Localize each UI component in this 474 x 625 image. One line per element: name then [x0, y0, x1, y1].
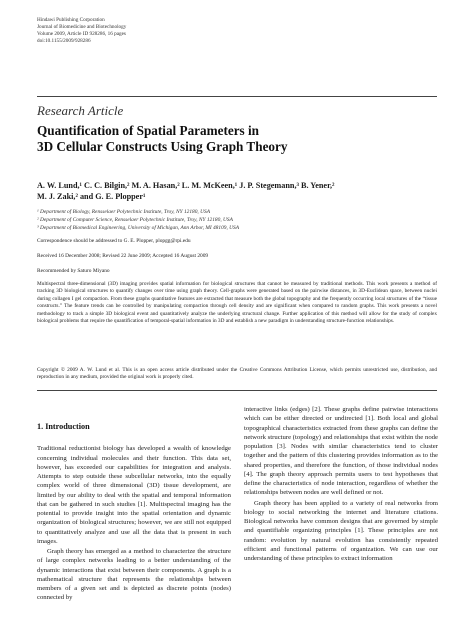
title-line: Quantification of Spatial Parameters in — [37, 123, 259, 138]
received-dates: Received 16 December 2008; Revised 22 June 2009; Accepted 16 August 2009 — [37, 253, 209, 259]
article-type: Research Article — [37, 103, 124, 118]
correspondence: Correspondence should be addressed to G. E. Plopper, plopgg@rpi.edu — [37, 238, 191, 244]
author-list — [37, 180, 437, 202]
header-line: Volume 2009, Article ID 928286, 16 pages — [37, 31, 126, 37]
recommended-by: Recommended by Saturo Miyano — [37, 268, 110, 274]
affiliations — [37, 208, 437, 232]
body-paragraph: Traditional reductionist biology has developed a wealth of knowledge concerning individual molecules and their function. This data set, however, has exceeded our capabilities for integration and analysis. Attempts to step outside these subcellular networks, into the equally complex world of three dimensional (3D) tissue development, are limited by our ability to deal with the spatial and temporal information that can be gathered in such studies [1]. Multispectral imaging has the potential to provide insight into the spatial orientation and dynamic organization of biological structures; however, we are still not equipped to quantitatively analyze and use all the data that is present in such images. — [37, 445, 231, 545]
body-paragraph: Graph theory has emerged as a method to characterize the structure of large complex networks leading to a better understanding of the dynamic interactions that exist between their components. A graph is a mathematical structure that represents the relationships between members of a given set and is depicted as discrete points (nodes) connected by — [37, 548, 231, 602]
journal-header — [37, 17, 126, 45]
header-line: Journal of Biomedicine and Biotechnology — [37, 24, 127, 30]
section-heading: 1. Introduction — [37, 422, 90, 431]
copyright-notice: Copyright © 2009 A. W. Lund et al. This is an open access article distributed under the Creative Commons Attribution License, which permits unrestricted use, distribution, and reproduction in any medium, provided the original work is properly cited. — [37, 367, 437, 381]
body-paragraph: interactive links (edges) [2]. These graphs define pairwise interactions which can be either directed or undirected [1]. Both local and global topographical characteristics extracted from these graphs can define the network structure (topology) and relationships that exist within the node population [3]. Nodes with similar characteristics tend to cluster together and the pattern of this clustering provides information as to the shared properties, and therefore the function, of those individual nodes [4]. The graph theory approach permits users to test hypotheses that define the characteristics of node interaction, regardless of whether the relationships between nodes are well defined or not. — [244, 406, 438, 497]
title-line: 3D Cellular Constructs Using Graph Theory — [37, 139, 288, 154]
affiliation: ¹ Department of Biology, Rensselaer Polytechnic Institute, Troy, NY 12180, USA — [37, 209, 210, 215]
header-line: Hindawi Publishing Corporation — [37, 17, 105, 23]
top-rule — [37, 96, 437, 97]
paper-title — [37, 123, 437, 155]
author-line: M. J. Zaki,² and G. E. Plopper¹ — [37, 192, 146, 201]
section-rule — [37, 390, 437, 391]
header-line: doi:10.1155/2009/928286 — [37, 38, 91, 44]
left-column — [37, 408, 231, 604]
affiliation: ² Department of Computer Science, Rensselaer Polytechnic Institute, Troy, NY 12180, USA — [37, 217, 233, 223]
affiliation: ³ Department of Biomedical Engineering, University of Michigan, Ann Arbor, MI 48109, USA — [37, 225, 240, 231]
author-line: A. W. Lund,¹ C. C. Bilgin,² M. A. Hasan,² L. M. McKeen,¹ J. P. Stegemann,³ B. Yener,² — [37, 181, 335, 190]
right-column — [244, 405, 438, 564]
abstract: Multispectral three-dimensional (3D) imaging provides spatial information for biological structures that cannot be measured by traditional methods. This work presents a method of tracking 3D biological structures to quantify changes over time using graph theory. Cell-graphs were generated based on the pairwise distances, in 3D-Euclidean space, between nuclei during collagen I gel compaction. From these graphs quantitative features are extracted that measure both the global topography and the frequently occurring local structures of the “tissue constructs.” The feature trends can be controlled by manipulating compaction through cell density and are significant when compared to random graphs. This work presents a novel methodology to track a simple 3D biological event and quantitatively analyze the underlying structural change. Further application of this method will allow for the study of complex biological problems that require the quantification of temporal-spatial information in 3D and establish a new paradigm in understanding structure-function relationships. — [37, 281, 437, 325]
body-paragraph: Graph theory has been applied to a variety of real networks from biology to social networking the internet and literature citations. Biological networks have common designs that are governed by simple and quantifiable organizing principles [1]. These principles are not random: evolution by natural evolution has consistently repeated efficient and functional patterns of organization. We can use our understanding of these principles to extract information — [244, 499, 438, 562]
